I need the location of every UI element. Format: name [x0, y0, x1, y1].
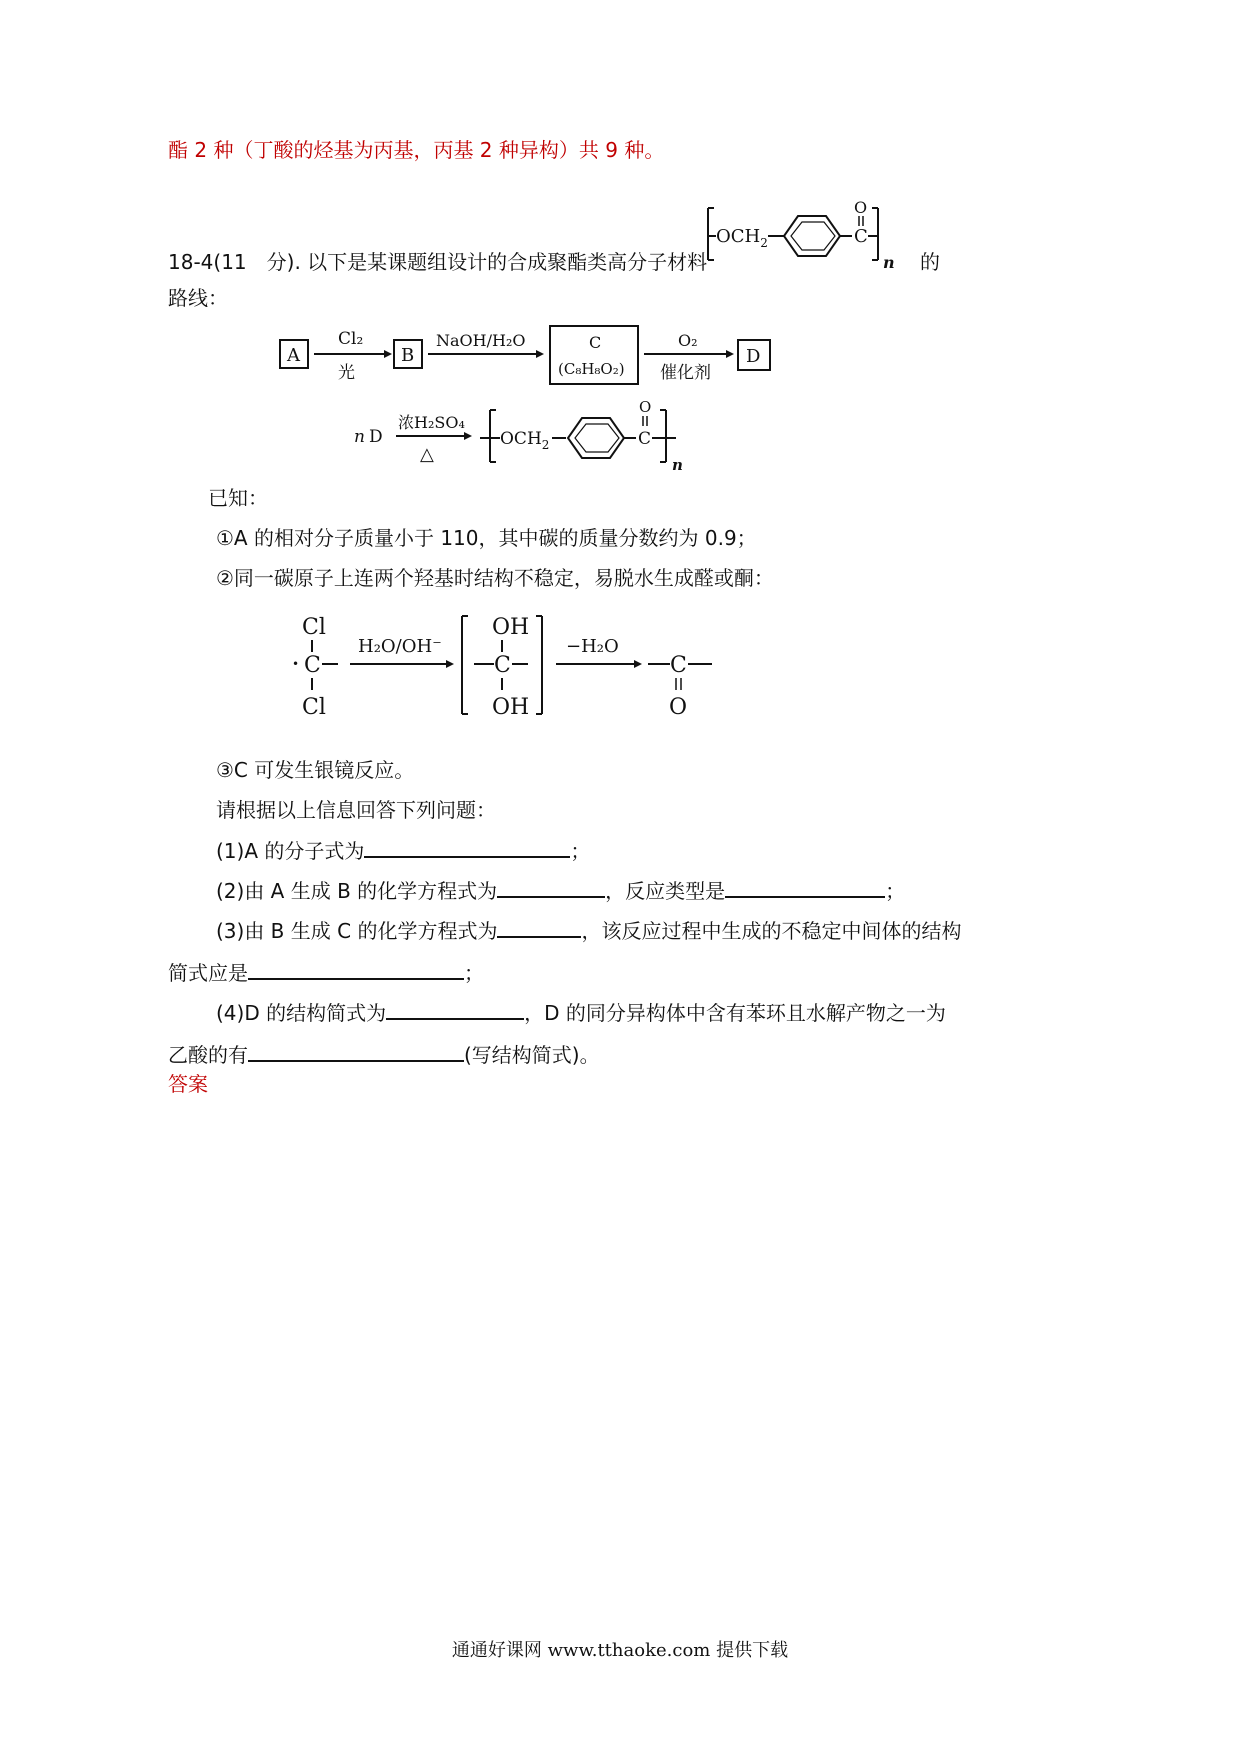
- box-b: B: [401, 345, 415, 366]
- polymerization-step: [350, 396, 710, 476]
- polymer-group-2: OCH: [500, 429, 542, 449]
- polymer-o-label-2: O: [639, 398, 652, 416]
- scheme-oh-top: OH: [492, 615, 530, 640]
- q3-suffix: ；: [464, 961, 484, 985]
- scheme-o: O: [669, 695, 688, 720]
- step1-condition: 光: [338, 363, 355, 383]
- q4-prefix: (4)D 的结构简式为: [216, 1001, 387, 1025]
- polymer-sub2-2: 2: [541, 438, 550, 452]
- polymer-c-label-2: C: [638, 429, 652, 449]
- polymer-o-label: O: [854, 200, 868, 217]
- step4-condition: △: [420, 444, 434, 465]
- q2-middle: ，反应类型是: [605, 879, 726, 903]
- step3-reagent: O₂: [678, 331, 698, 350]
- scheme-c-3: C: [670, 653, 687, 678]
- question-line2: 路线：: [168, 286, 228, 310]
- q2-equation-blank[interactable]: [497, 876, 605, 898]
- question-lead-tail: 的: [920, 250, 940, 274]
- known-item-1: ①A 的相对分子质量小于 110，其中碳的质量分数约为 0.9；: [216, 526, 757, 550]
- polymer-group: OCH: [716, 226, 761, 247]
- q3-equation-blank[interactable]: [497, 916, 581, 938]
- scheme-cl-bottom: Cl: [302, 695, 326, 720]
- q4-structure-blank[interactable]: [386, 998, 524, 1020]
- step3-condition: 催化剂: [660, 363, 711, 383]
- question-header: [168, 248, 707, 276]
- answer-label: 答案: [168, 1072, 208, 1096]
- ask-line: 请根据以上信息回答下列问题：: [216, 798, 496, 822]
- q4-middle: ，D 的同分异构体中含有苯环且水解产物之一为: [524, 1001, 946, 1025]
- polymer-n-label-2: n: [672, 456, 683, 474]
- scheme-c-1: C: [304, 653, 321, 678]
- intro-line: 酯 2 种（丁酸的烃基为丙基，丙基 2 种异构）共 9 种。: [168, 138, 665, 162]
- box-c-formula: (C₈H₈O₂): [558, 360, 625, 378]
- q1-suffix: ；: [570, 839, 591, 863]
- polymer-n-label: n: [883, 253, 895, 272]
- box-d: D: [746, 346, 761, 367]
- svg-text:•: •: [292, 657, 300, 671]
- q3-intermediate-blank[interactable]: [248, 958, 464, 980]
- known-item-3: ③C 可发生银镜反应。: [216, 758, 415, 782]
- question-3: [216, 916, 961, 945]
- question-number: 18-4(11 分).: [168, 250, 301, 274]
- q3-middle: ，该反应过程中生成的不稳定中间体的结构: [581, 919, 962, 943]
- box-c: C: [589, 333, 602, 352]
- q3-prefix: (3)由 B 生成 C 的化学方程式为: [216, 919, 498, 943]
- known-title: 已知：: [208, 486, 268, 510]
- svg-text:OCH2: [500, 429, 549, 452]
- synthesis-route: [278, 322, 798, 392]
- q3-line2: 简式应是: [168, 961, 248, 985]
- step4-reagent: 浓H₂SO₄: [398, 413, 465, 432]
- scheme-reagent-1: H₂O/OH⁻: [358, 636, 442, 657]
- q1-answer-blank[interactable]: [364, 836, 570, 858]
- scheme-c-2: C: [494, 653, 511, 678]
- box-a: A: [287, 345, 300, 366]
- q1-prefix: (1)A 的分子式为: [216, 839, 365, 863]
- svg-text:OCH2: [716, 226, 768, 250]
- question-2: [216, 876, 905, 905]
- svg-text:nD: [354, 427, 383, 447]
- scheme-reagent-2: −H₂O: [566, 636, 619, 657]
- step2-reagent: NaOH/H₂O: [436, 331, 526, 350]
- question-1: [216, 836, 590, 865]
- known-item-2: ②同一碳原子上连两个羟基时结构不稳定，易脱水生成醛或酮：: [216, 566, 774, 590]
- q2-type-blank[interactable]: [725, 876, 885, 898]
- scheme-cl-top: Cl: [302, 615, 326, 640]
- question-3-line2: [168, 958, 484, 987]
- nd-d: D: [368, 427, 383, 447]
- question-4-line2: [168, 1040, 600, 1069]
- step1-reagent: Cl₂: [338, 329, 364, 349]
- dehydration-scheme: [288, 608, 728, 728]
- polymer-structure-top: [700, 200, 900, 290]
- polymer-sub2: 2: [760, 236, 768, 250]
- scheme-oh-bottom: OH: [492, 695, 530, 720]
- q4-suffix: (写结构简式)。: [464, 1043, 600, 1067]
- q4-line2: 乙酸的有: [168, 1043, 248, 1067]
- question-lead: 以下是某课题组设计的合成聚酯类高分子材料: [307, 250, 708, 274]
- q4-isomer-blank[interactable]: [248, 1040, 464, 1062]
- question-4: [216, 998, 946, 1027]
- polymer-c-label: C: [854, 226, 868, 247]
- q2-suffix: ；: [885, 879, 906, 903]
- nd-n: n: [354, 427, 365, 447]
- page-footer: 通通好课网 www.tthaoke.com 提供下载: [451, 1640, 789, 1661]
- q2-prefix: (2)由 A 生成 B 的化学方程式为: [216, 879, 498, 903]
